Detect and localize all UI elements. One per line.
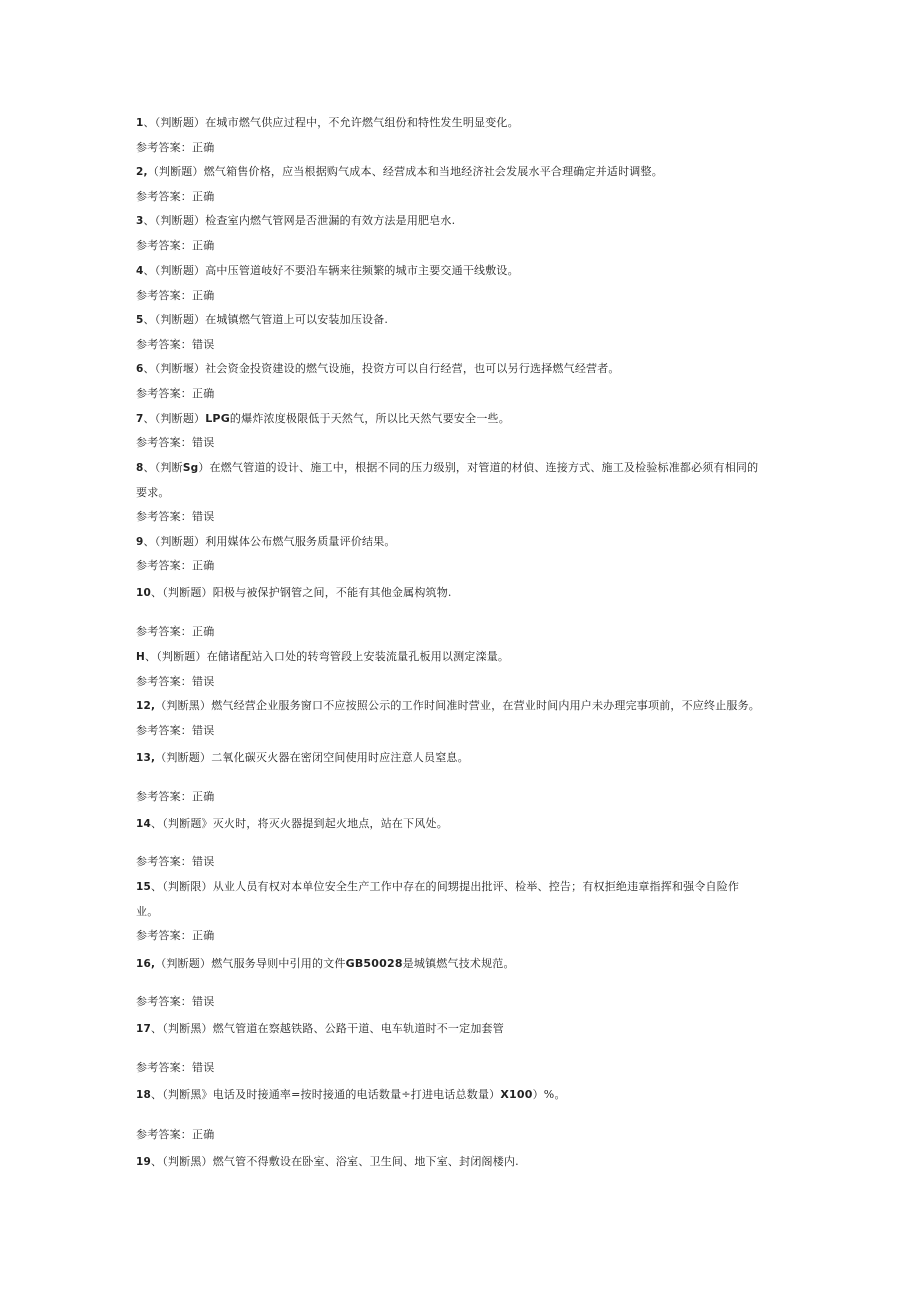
question-17: 17、（判断黑）燃气管道在察越铁路、公路干道、电车轨道时不一定加套管	[136, 1022, 504, 1035]
answer-14	[136, 855, 796, 869]
question-15-continued	[136, 905, 796, 919]
answer-2	[136, 190, 796, 204]
question-text: 燃气管道在察越铁路、公路干道、电车轨道时不一定加套管	[212, 1022, 504, 1035]
question-text: 利用媒体公布燃气服务质量评价结果。	[205, 535, 396, 548]
answer-label: 参考答案：	[136, 141, 192, 154]
question-type: （判断黑）	[162, 1022, 213, 1035]
answer-15	[136, 929, 796, 943]
answer-16	[136, 995, 796, 1009]
answer-label: 参考答案：	[136, 625, 192, 638]
answer-value: 错误	[192, 675, 215, 688]
question-type: （判断题》	[162, 817, 213, 830]
question-6: 6、（判断堰）社会资金投资建设的燃气设施，投资方可以自行经营，也可以另行选择燃气经营者。	[136, 362, 620, 375]
answer-7	[136, 436, 796, 450]
question-text-continued: 业。	[136, 905, 159, 918]
question-text: 在储诸配站入口处的转弯管段上安装流量孔板用以测定滦量。	[206, 650, 510, 663]
question-10: 10、（判断题）阳极与被保护钢管之间，不能有其他金属构筑物.	[136, 586, 452, 599]
question-type-bold: Sg	[182, 462, 199, 474]
question-type: （判断黑》	[162, 1088, 213, 1101]
question-type: （判断题）	[162, 586, 213, 599]
question-2	[136, 165, 796, 179]
question-text: 从业人员有权对本单位安全生产工作中存在的间甥提出批评、检举、控告；有权拒绝违章指挥和强令自险作	[212, 880, 740, 893]
question-type: （判断题）	[147, 165, 204, 178]
answer-3	[136, 239, 796, 253]
answer-label: 参考答案：	[136, 995, 192, 1008]
question-1: 1、（判断题）在城市燃气供应过程中，不允许燃气组份和特性发生明显变化。	[136, 116, 519, 129]
question-text-bold: LPG	[205, 412, 230, 425]
question-4: 4、（判断题）高中压管道岐好不要沿车辆来往频繁的城市主要交通干线敷设。	[136, 264, 519, 277]
answer-13	[136, 790, 796, 804]
question-3: 3、（判断题）检查室内燃气管网是否泄漏的有效方法是用肥皂水.	[136, 214, 456, 227]
question-text-bold: GB50028	[345, 957, 403, 970]
answer-value: 正确	[192, 239, 215, 252]
answer-value: 错误	[192, 724, 215, 737]
question-number: 17	[136, 1023, 152, 1035]
answer-label: 参考答案：	[136, 239, 192, 252]
question-number: 5	[136, 314, 144, 326]
question-text: 社会资金投资建设的燃气设施，投资方可以自行经营，也可以另行选择燃气经营者。	[205, 362, 620, 375]
answer-value: 正确	[192, 141, 215, 154]
question-text: 燃气服务导则中引用的文件	[211, 957, 346, 970]
question-8-continued	[136, 486, 796, 500]
question-14: 14、（判断题》灭火时，将灭火器提到起火地点，站在下风处。	[136, 817, 448, 830]
question-text: 燃气管不得敷设在卧室、浴室、卫生间、地下室、封闭阁楼内.	[212, 1155, 519, 1168]
question-15: 15、（判断限）从业人员有权对本单位安全生产工作中存在的间甥提出批评、检举、控告；有权拒绝违章指挥和强令自险作	[136, 880, 740, 893]
question-7: 7、（判断题）LPG的爆炸浓度极限低于天然气，所以比天然气要安全一些。	[136, 412, 510, 425]
answer-value: 正确	[192, 289, 215, 302]
question-number: 9	[136, 536, 144, 548]
question-11: H、（判断题）在储诸配站入口处的转弯管段上安装流量孔板用以测定滦量。	[136, 650, 510, 663]
question-text: 灭火时，将灭火器提到起火地点，站在下风处。	[212, 817, 448, 830]
question-text-continued: 要求。	[136, 486, 170, 499]
question-text: 燃气箱售价格，应当根据购气成本、经营成本和当地经济社会发展水平合理确定并适时调整。	[203, 165, 663, 178]
answer-label: 参考答案：	[136, 790, 192, 803]
answer-label: 参考答案：	[136, 289, 192, 302]
question-type: （判断题）	[154, 214, 206, 227]
answer-17	[136, 1061, 796, 1075]
answer-label: 参考答案：	[136, 1061, 192, 1074]
answer-8	[136, 510, 796, 524]
answer-18	[136, 1128, 796, 1142]
answer-label: 参考答案：	[136, 387, 192, 400]
question-text: 高中压管道岐好不要沿车辆来往频繁的城市主要交通干线敷设。	[205, 264, 519, 277]
answer-value: 正确	[192, 1128, 215, 1141]
question-16	[136, 957, 796, 971]
question-text: 在燃气管道的设计、施工中，根据不同的压力级别，对管道的材偵、连接方式、施工及检验标准都必须有相同的	[209, 461, 759, 474]
question-number: 2,	[136, 166, 148, 178]
question-number: 6	[136, 363, 144, 375]
question-text: 在城市燃气供应过程中，不允许燃气组份和特性发生明显变化。	[205, 116, 519, 129]
question-number: 8	[136, 462, 144, 474]
question-text-after: ）%。	[532, 1088, 566, 1101]
question-type: （判断	[154, 461, 183, 474]
answer-label: 参考答案：	[136, 929, 192, 942]
question-number: 13,	[136, 752, 156, 764]
answer-label: 参考答案：	[136, 675, 192, 688]
answer-label: 参考答案：	[136, 559, 192, 572]
answer-9	[136, 559, 796, 573]
question-number: 16,	[136, 958, 156, 970]
question-type: （判断题）	[154, 313, 206, 326]
answer-value: 错误	[192, 338, 215, 351]
answer-value: 错误	[192, 510, 215, 523]
answer-1	[136, 141, 796, 155]
question-type: （判断题）	[155, 751, 212, 764]
answer-label: 参考答案：	[136, 338, 192, 351]
question-type: （判断题）	[154, 264, 206, 277]
question-13	[136, 751, 796, 765]
question-text: 二氧化碳灭火器在密闭空间使用时应注意人员窒息。	[211, 751, 469, 764]
answer-10	[136, 625, 796, 639]
question-number: 18	[136, 1089, 152, 1101]
answer-value: 正确	[192, 387, 215, 400]
question-19: 19、（判断黑）燃气管不得敷设在卧室、浴室、卫生间、地下室、封闭阁楼内.	[136, 1155, 519, 1168]
question-5: 5、（判断题）在城镇燃气管道上可以安装加压设备.	[136, 313, 389, 326]
question-12	[136, 699, 796, 713]
answer-12	[136, 724, 796, 738]
question-18: 18、（判断黑》电话及时接通率=按时接通的电话数量÷打进电话总数量）X100）%。	[136, 1088, 566, 1101]
question-number: H	[136, 651, 145, 663]
question-text-bold: X100	[500, 1088, 533, 1101]
question-number: 12,	[136, 700, 156, 712]
answer-value: 错误	[192, 855, 215, 868]
answer-label: 参考答案：	[136, 436, 192, 449]
question-text-after: 是城镇燃气技术规范。	[402, 957, 515, 970]
question-number: 4	[136, 265, 144, 277]
question-8: 8、（判断Sg）在燃气管道的设计、施工中，根据不同的压力级别，对管道的材偵、连接方式、施工及检验标准都必须有相同的	[136, 461, 759, 474]
answer-4	[136, 289, 796, 303]
question-text: 在城镇燃气管道上可以安装加压设备.	[205, 313, 389, 326]
answer-label: 参考答案：	[136, 510, 192, 523]
answer-value: 正确	[192, 625, 215, 638]
answer-value: 正确	[192, 190, 215, 203]
question-type: （判断题）	[155, 957, 212, 970]
question-text: 的爆炸浓度极限低于天然气，所以比天然气要安全一些。	[229, 412, 510, 425]
answer-value: 错误	[192, 436, 215, 449]
question-type: （判断堰）	[154, 362, 206, 375]
question-type: （判断题）	[154, 412, 206, 425]
question-text: 电话及时接通率=按时接通的电话数量÷打进电话总数量）	[212, 1088, 501, 1101]
answer-value: 正确	[192, 559, 215, 572]
question-type: （判断题）	[154, 116, 206, 129]
question-type: （判断限）	[162, 880, 213, 893]
answer-5	[136, 338, 796, 352]
question-text: 燃气经营企业服务窗口不应按照公示的工作时间准时营业，在营业时间内用户未办理完事项前，不应终止服务。	[211, 699, 760, 712]
question-number: 15	[136, 881, 152, 893]
answer-label: 参考答案：	[136, 190, 192, 203]
question-type: （判断题）	[156, 650, 207, 663]
answer-value: 错误	[192, 995, 215, 1008]
answer-value: 错误	[192, 1061, 215, 1074]
question-text: 阳极与被保护钢管之间，不能有其他金属构筑物.	[212, 586, 452, 599]
question-9: 9、（判断题）利用媒体公布燃气服务质量评价结果。	[136, 535, 396, 548]
question-number: 3	[136, 215, 144, 227]
question-number: 10	[136, 587, 152, 599]
answer-label: 参考答案：	[136, 855, 192, 868]
question-number: 14	[136, 818, 152, 830]
answer-11	[136, 675, 796, 689]
answer-value: 正确	[192, 929, 215, 942]
question-number: 19	[136, 1156, 152, 1168]
question-number: 1	[136, 117, 144, 129]
question-text: 检查室内燃气管网是否泄漏的有效方法是用肥皂水.	[205, 214, 456, 227]
answer-label: 参考答案：	[136, 1128, 192, 1141]
question-type: （判断题）	[154, 535, 206, 548]
answer-value: 正确	[192, 790, 215, 803]
question-number: 7	[136, 413, 144, 425]
answer-6	[136, 387, 796, 401]
question-type: （判断黑）	[155, 699, 212, 712]
answer-label: 参考答案：	[136, 724, 192, 737]
question-type: （判断黑）	[162, 1155, 213, 1168]
